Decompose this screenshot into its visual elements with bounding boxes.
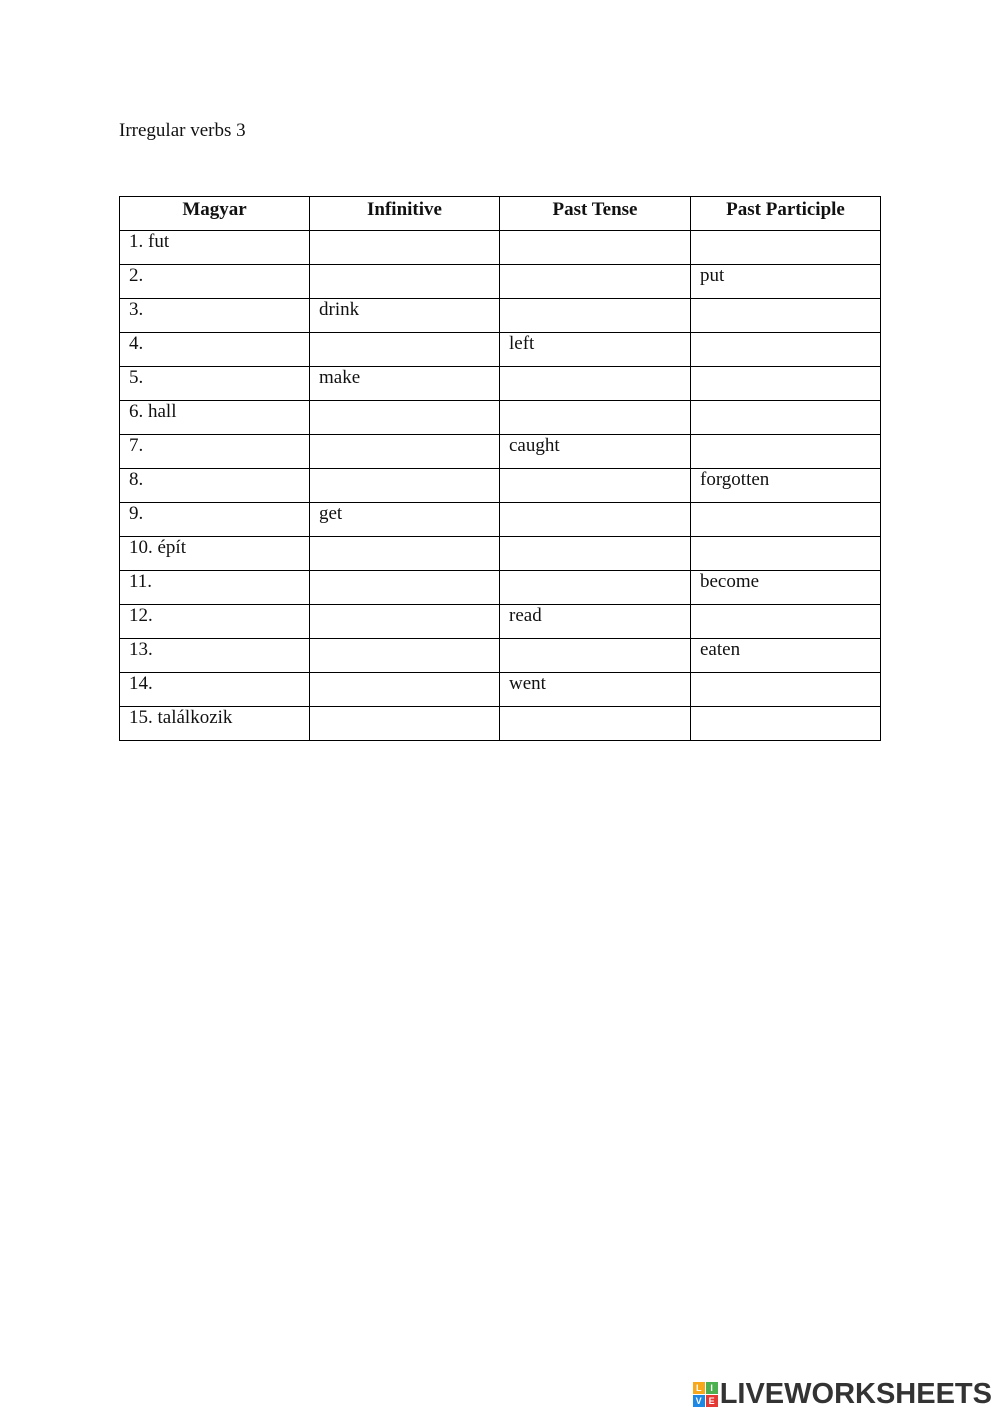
table-row [120,605,881,639]
table-row [120,639,881,673]
cell-past-participle [691,367,881,401]
cell-magyar: 11. [120,571,310,605]
cell-past-participle [691,503,881,537]
cell-past-tense: read [500,605,691,639]
cell-infinitive [310,707,500,741]
table-row [120,707,881,741]
cell-infinitive [310,537,500,571]
cell-past-tense: caught [500,435,691,469]
table-row [120,299,881,333]
cell-infinitive: make [310,367,500,401]
cell-infinitive [310,469,500,503]
cell-infinitive [310,673,500,707]
live-icon-letter: I [706,1382,718,1394]
cell-past-participle [691,707,881,741]
table-row [120,503,881,537]
document-title: Irregular verbs 3 [119,120,246,141]
cell-infinitive [310,571,500,605]
live-icon-letter: E [706,1395,718,1407]
header-past-participle: Past Participle [691,197,881,231]
cell-magyar: 6. hall [120,401,310,435]
cell-infinitive [310,265,500,299]
cell-magyar: 5. [120,367,310,401]
cell-past-participle: become [691,571,881,605]
cell-magyar: 2. [120,265,310,299]
table-row [120,673,881,707]
cell-infinitive [310,639,500,673]
table-row [120,265,881,299]
cell-past-tense [500,231,691,265]
cell-past-tense [500,401,691,435]
cell-past-tense [500,639,691,673]
cell-magyar: 7. [120,435,310,469]
cell-magyar: 3. [120,299,310,333]
live-icon [693,1382,718,1407]
cell-magyar: 8. [120,469,310,503]
cell-past-tense: went [500,673,691,707]
cell-past-participle [691,605,881,639]
cell-magyar: 1. fut [120,231,310,265]
cell-past-participle [691,435,881,469]
cell-past-participle [691,333,881,367]
cell-past-participle [691,401,881,435]
cell-magyar: 15. találkozik [120,707,310,741]
live-icon-letter: L [693,1382,705,1394]
header-magyar: Magyar [120,197,310,231]
liveworksheets-logo [693,1378,992,1410]
cell-past-tense [500,367,691,401]
cell-past-tense [500,571,691,605]
cell-infinitive: drink [310,299,500,333]
cell-magyar: 12. [120,605,310,639]
cell-past-participle: eaten [691,639,881,673]
cell-past-tense [500,707,691,741]
table-row [120,367,881,401]
table-row [120,231,881,265]
table-row [120,435,881,469]
table-header-row [120,197,881,231]
cell-infinitive [310,333,500,367]
cell-past-participle [691,537,881,571]
cell-infinitive [310,605,500,639]
cell-infinitive: get [310,503,500,537]
cell-past-tense [500,469,691,503]
cell-infinitive [310,435,500,469]
table-row [120,571,881,605]
table-row [120,333,881,367]
cell-magyar: 10. épít [120,537,310,571]
cell-past-participle: put [691,265,881,299]
cell-magyar: 14. [120,673,310,707]
cell-past-participle: forgotten [691,469,881,503]
cell-past-tense [500,299,691,333]
header-infinitive: Infinitive [310,197,500,231]
live-icon-letter: V [693,1395,705,1407]
table-row [120,537,881,571]
cell-infinitive [310,231,500,265]
cell-magyar: 9. [120,503,310,537]
cell-past-tense: left [500,333,691,367]
cell-past-tense [500,265,691,299]
cell-past-participle [691,231,881,265]
cell-magyar: 13. [120,639,310,673]
header-past-tense: Past Tense [500,197,691,231]
cell-past-tense [500,537,691,571]
cell-infinitive [310,401,500,435]
brand-text: LIVEWORKSHEETS [719,1378,992,1410]
irregular-verbs-table [119,196,881,741]
cell-past-participle [691,673,881,707]
cell-past-tense [500,503,691,537]
table-row [120,469,881,503]
cell-past-participle [691,299,881,333]
table-row [120,401,881,435]
cell-magyar: 4. [120,333,310,367]
